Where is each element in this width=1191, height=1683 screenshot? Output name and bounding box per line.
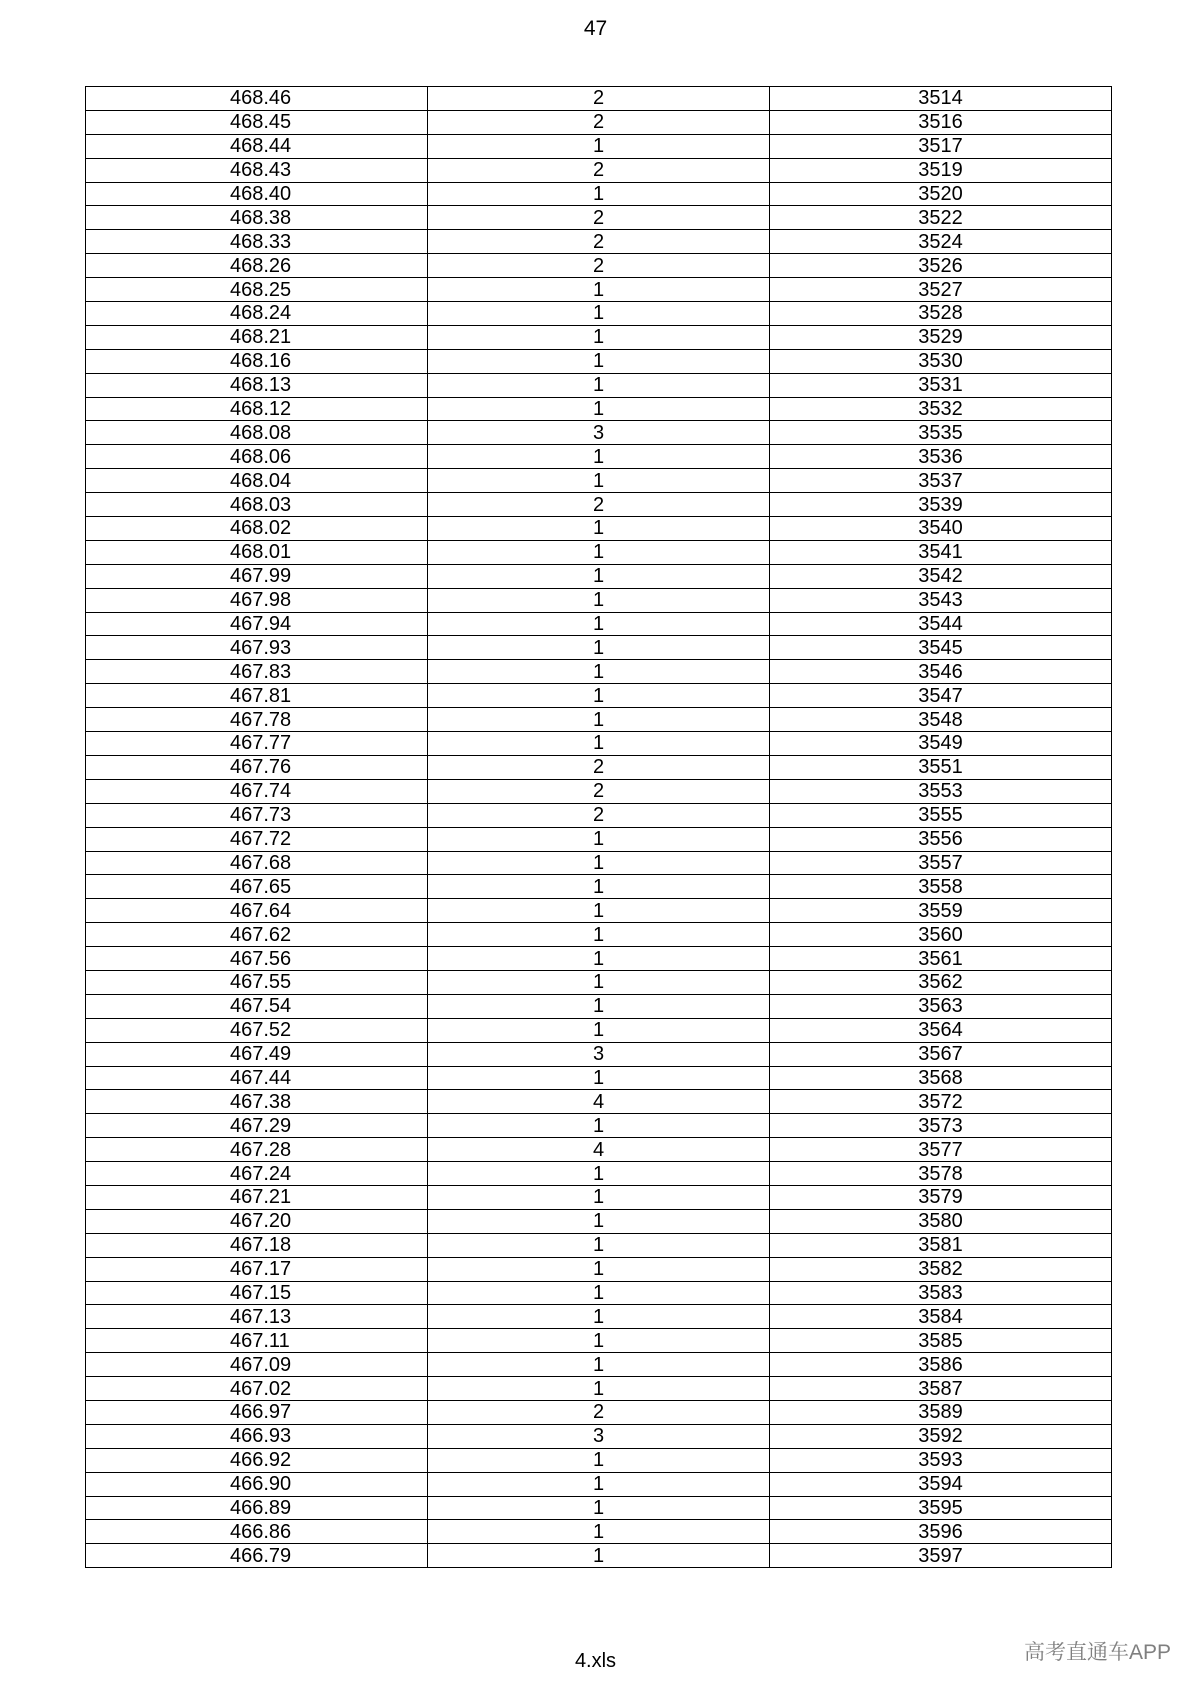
table-row — [86, 421, 1112, 445]
table-cell-score: 466.92 — [86, 1448, 428, 1472]
table-cell-cumulative: 3539 — [770, 493, 1112, 517]
table-cell-count: 1 — [428, 588, 770, 612]
table-cell-cumulative: 3593 — [770, 1448, 1112, 1472]
table-cell-score: 468.46 — [86, 87, 428, 111]
table-cell-count: 2 — [428, 158, 770, 182]
table-cell-count: 1 — [428, 1329, 770, 1353]
table-cell-cumulative: 3529 — [770, 325, 1112, 349]
table-cell-count: 1 — [428, 1472, 770, 1496]
table-cell-score: 468.26 — [86, 254, 428, 278]
table-row — [86, 469, 1112, 493]
table-cell-score: 467.94 — [86, 612, 428, 636]
table-cell-score: 467.93 — [86, 636, 428, 660]
table-cell-cumulative: 3543 — [770, 588, 1112, 612]
table-cell-cumulative: 3582 — [770, 1257, 1112, 1281]
table-cell-count: 1 — [428, 1114, 770, 1138]
table-cell-cumulative: 3524 — [770, 230, 1112, 254]
table-row — [86, 1257, 1112, 1281]
table-cell-cumulative: 3527 — [770, 278, 1112, 302]
table-cell-cumulative: 3585 — [770, 1329, 1112, 1353]
table-cell-count: 1 — [428, 469, 770, 493]
table-cell-cumulative: 3562 — [770, 970, 1112, 994]
table-row — [86, 206, 1112, 230]
table-cell-cumulative: 3537 — [770, 469, 1112, 493]
table-cell-count: 1 — [428, 947, 770, 971]
table-row — [86, 1233, 1112, 1257]
table-cell-count: 1 — [428, 540, 770, 564]
table-cell-cumulative: 3522 — [770, 206, 1112, 230]
table-row — [86, 182, 1112, 206]
table-cell-count: 1 — [428, 1209, 770, 1233]
table-body — [86, 87, 1112, 1568]
table-cell-score: 467.11 — [86, 1329, 428, 1353]
table-cell-cumulative: 3545 — [770, 636, 1112, 660]
table-cell-cumulative: 3555 — [770, 803, 1112, 827]
table-cell-cumulative: 3536 — [770, 445, 1112, 469]
table-row — [86, 325, 1112, 349]
table-cell-count: 1 — [428, 612, 770, 636]
table-cell-score: 468.38 — [86, 206, 428, 230]
table-row — [86, 1424, 1112, 1448]
table-cell-score: 466.89 — [86, 1496, 428, 1520]
table-row — [86, 564, 1112, 588]
table-cell-cumulative: 3551 — [770, 755, 1112, 779]
table-row — [86, 732, 1112, 756]
table-cell-score: 468.06 — [86, 445, 428, 469]
table-cell-cumulative: 3572 — [770, 1090, 1112, 1114]
table-cell-score: 468.25 — [86, 278, 428, 302]
table-cell-count: 1 — [428, 1448, 770, 1472]
table-cell-score: 467.76 — [86, 755, 428, 779]
table-cell-count: 1 — [428, 970, 770, 994]
table-row — [86, 493, 1112, 517]
table-cell-cumulative: 3597 — [770, 1544, 1112, 1568]
table-cell-score: 468.40 — [86, 182, 428, 206]
table-cell-cumulative: 3514 — [770, 87, 1112, 111]
table-row — [86, 612, 1112, 636]
table-cell-cumulative: 3595 — [770, 1496, 1112, 1520]
table-cell-count: 2 — [428, 230, 770, 254]
table-cell-score: 467.56 — [86, 947, 428, 971]
table-row — [86, 278, 1112, 302]
table-cell-score: 468.08 — [86, 421, 428, 445]
table-row — [86, 851, 1112, 875]
table-cell-cumulative: 3594 — [770, 1472, 1112, 1496]
table-cell-score: 467.52 — [86, 1018, 428, 1042]
table-cell-count: 1 — [428, 851, 770, 875]
table-cell-cumulative: 3579 — [770, 1185, 1112, 1209]
table-row — [86, 1329, 1112, 1353]
table-row — [86, 684, 1112, 708]
table-cell-score: 467.98 — [86, 588, 428, 612]
table-cell-score: 467.64 — [86, 899, 428, 923]
table-cell-score: 467.81 — [86, 684, 428, 708]
table-row — [86, 970, 1112, 994]
table-cell-cumulative: 3559 — [770, 899, 1112, 923]
table-cell-count: 1 — [428, 923, 770, 947]
table-cell-count: 1 — [428, 517, 770, 541]
table-row — [86, 1018, 1112, 1042]
table-cell-score: 467.17 — [86, 1257, 428, 1281]
table-cell-count: 1 — [428, 875, 770, 899]
table-cell-count: 3 — [428, 421, 770, 445]
table-cell-count: 1 — [428, 827, 770, 851]
table-row — [86, 1066, 1112, 1090]
table-cell-cumulative: 3586 — [770, 1353, 1112, 1377]
table-row — [86, 1209, 1112, 1233]
table-cell-count: 4 — [428, 1090, 770, 1114]
table-cell-cumulative: 3549 — [770, 732, 1112, 756]
table-row — [86, 660, 1112, 684]
table-cell-count: 1 — [428, 1353, 770, 1377]
table-cell-score: 467.55 — [86, 970, 428, 994]
table-row — [86, 1090, 1112, 1114]
table-cell-count: 1 — [428, 278, 770, 302]
table-row — [86, 158, 1112, 182]
table-cell-score: 466.79 — [86, 1544, 428, 1568]
table-cell-score: 468.16 — [86, 349, 428, 373]
table-row — [86, 1305, 1112, 1329]
table-cell-cumulative: 3519 — [770, 158, 1112, 182]
table-cell-cumulative: 3531 — [770, 373, 1112, 397]
table-row — [86, 517, 1112, 541]
table-row — [86, 1496, 1112, 1520]
table-cell-count: 1 — [428, 349, 770, 373]
table-row — [86, 1544, 1112, 1568]
table-row — [86, 1138, 1112, 1162]
table-cell-count: 2 — [428, 779, 770, 803]
table-cell-count: 2 — [428, 1400, 770, 1424]
table-cell-cumulative: 3528 — [770, 302, 1112, 326]
table-cell-cumulative: 3553 — [770, 779, 1112, 803]
table-cell-cumulative: 3558 — [770, 875, 1112, 899]
table-cell-count: 1 — [428, 1018, 770, 1042]
table-cell-cumulative: 3592 — [770, 1424, 1112, 1448]
table-cell-score: 468.13 — [86, 373, 428, 397]
table-cell-cumulative: 3596 — [770, 1520, 1112, 1544]
table-cell-count: 1 — [428, 1544, 770, 1568]
table-cell-cumulative: 3573 — [770, 1114, 1112, 1138]
table-cell-cumulative: 3520 — [770, 182, 1112, 206]
table-cell-cumulative: 3577 — [770, 1138, 1112, 1162]
table-cell-score: 468.33 — [86, 230, 428, 254]
table-cell-cumulative: 3556 — [770, 827, 1112, 851]
table-row — [86, 947, 1112, 971]
table-cell-score: 467.74 — [86, 779, 428, 803]
table-row — [86, 302, 1112, 326]
table-row — [86, 755, 1112, 779]
table-cell-count: 1 — [428, 134, 770, 158]
table-row — [86, 1042, 1112, 1066]
table-cell-score: 468.01 — [86, 540, 428, 564]
table-row — [86, 1185, 1112, 1209]
table-cell-cumulative: 3583 — [770, 1281, 1112, 1305]
table-cell-cumulative: 3580 — [770, 1209, 1112, 1233]
table-cell-count: 1 — [428, 1281, 770, 1305]
table-cell-cumulative: 3581 — [770, 1233, 1112, 1257]
table-cell-count: 2 — [428, 254, 770, 278]
table-cell-score: 467.15 — [86, 1281, 428, 1305]
table-cell-count: 2 — [428, 87, 770, 111]
table-cell-count: 3 — [428, 1042, 770, 1066]
table-cell-score: 467.77 — [86, 732, 428, 756]
table-row — [86, 349, 1112, 373]
table-cell-cumulative: 3584 — [770, 1305, 1112, 1329]
table-cell-count: 1 — [428, 564, 770, 588]
table-cell-score: 466.86 — [86, 1520, 428, 1544]
table-cell-cumulative: 3587 — [770, 1377, 1112, 1401]
table-row — [86, 588, 1112, 612]
table-cell-count: 1 — [428, 325, 770, 349]
table-cell-cumulative: 3557 — [770, 851, 1112, 875]
table-row — [86, 1353, 1112, 1377]
table-cell-count: 2 — [428, 110, 770, 134]
table-cell-score: 468.04 — [86, 469, 428, 493]
table-cell-count: 1 — [428, 708, 770, 732]
table-cell-cumulative: 3541 — [770, 540, 1112, 564]
table-row — [86, 1377, 1112, 1401]
table-cell-count: 1 — [428, 302, 770, 326]
table-cell-score: 467.29 — [86, 1114, 428, 1138]
table-cell-score: 467.13 — [86, 1305, 428, 1329]
table-cell-cumulative: 3560 — [770, 923, 1112, 947]
table-cell-score: 467.72 — [86, 827, 428, 851]
table-cell-score: 468.02 — [86, 517, 428, 541]
table-cell-score: 468.12 — [86, 397, 428, 421]
table-cell-count: 1 — [428, 994, 770, 1018]
table-cell-count: 1 — [428, 397, 770, 421]
table-cell-cumulative: 3589 — [770, 1400, 1112, 1424]
table-cell-count: 1 — [428, 445, 770, 469]
table-cell-score: 468.03 — [86, 493, 428, 517]
table-cell-count: 2 — [428, 803, 770, 827]
footer-filename: 4.xls — [574, 1650, 617, 1672]
table-row — [86, 87, 1112, 111]
table-cell-score: 467.18 — [86, 1233, 428, 1257]
table-cell-count: 1 — [428, 1257, 770, 1281]
table-row — [86, 110, 1112, 134]
table-cell-count: 1 — [428, 1496, 770, 1520]
table-cell-score: 468.43 — [86, 158, 428, 182]
table-cell-cumulative: 3544 — [770, 612, 1112, 636]
table-cell-count: 1 — [428, 636, 770, 660]
table-cell-count: 1 — [428, 899, 770, 923]
table-row — [86, 230, 1112, 254]
table-cell-score: 467.99 — [86, 564, 428, 588]
table-row — [86, 134, 1112, 158]
page-number: 47 — [583, 17, 608, 40]
table-cell-cumulative: 3540 — [770, 517, 1112, 541]
table-cell-score: 468.24 — [86, 302, 428, 326]
table-row — [86, 540, 1112, 564]
table-cell-score: 467.68 — [86, 851, 428, 875]
table-cell-cumulative: 3568 — [770, 1066, 1112, 1090]
table-row — [86, 445, 1112, 469]
watermark-logo-text: 高考直通车APP — [1023, 1641, 1171, 1664]
table-cell-cumulative: 3526 — [770, 254, 1112, 278]
table-cell-cumulative: 3578 — [770, 1162, 1112, 1186]
table-row — [86, 1520, 1112, 1544]
table-cell-score: 468.21 — [86, 325, 428, 349]
table-cell-count: 4 — [428, 1138, 770, 1162]
table-cell-score: 468.45 — [86, 110, 428, 134]
table-row — [86, 1400, 1112, 1424]
table-cell-score: 467.38 — [86, 1090, 428, 1114]
table-row — [86, 254, 1112, 278]
table-cell-score: 467.28 — [86, 1138, 428, 1162]
table-cell-count: 1 — [428, 732, 770, 756]
table-row — [86, 994, 1112, 1018]
table-cell-count: 1 — [428, 1162, 770, 1186]
table-cell-score: 467.73 — [86, 803, 428, 827]
table-cell-score: 467.49 — [86, 1042, 428, 1066]
table-row — [86, 1281, 1112, 1305]
table-cell-count: 1 — [428, 660, 770, 684]
table-cell-cumulative: 3542 — [770, 564, 1112, 588]
table-cell-score: 467.62 — [86, 923, 428, 947]
table-cell-count: 1 — [428, 1233, 770, 1257]
table-cell-cumulative: 3535 — [770, 421, 1112, 445]
table-cell-cumulative: 3561 — [770, 947, 1112, 971]
table-cell-score: 467.09 — [86, 1353, 428, 1377]
table-cell-count: 2 — [428, 755, 770, 779]
table-cell-score: 467.20 — [86, 1209, 428, 1233]
table-cell-count: 1 — [428, 1377, 770, 1401]
table-cell-count: 1 — [428, 684, 770, 708]
table-row — [86, 803, 1112, 827]
table-row — [86, 397, 1112, 421]
table-cell-count: 2 — [428, 493, 770, 517]
table-row — [86, 1472, 1112, 1496]
table-row — [86, 1114, 1112, 1138]
table-cell-score: 467.21 — [86, 1185, 428, 1209]
table-cell-cumulative: 3530 — [770, 349, 1112, 373]
table-cell-cumulative: 3546 — [770, 660, 1112, 684]
table-row — [86, 1448, 1112, 1472]
table-cell-count: 1 — [428, 1520, 770, 1544]
table-cell-cumulative: 3564 — [770, 1018, 1112, 1042]
table-cell-score: 466.97 — [86, 1400, 428, 1424]
table-cell-cumulative: 3532 — [770, 397, 1112, 421]
table-cell-count: 1 — [428, 182, 770, 206]
table-cell-score: 466.90 — [86, 1472, 428, 1496]
table-row — [86, 779, 1112, 803]
table-cell-cumulative: 3517 — [770, 134, 1112, 158]
table-cell-count: 1 — [428, 1066, 770, 1090]
table-cell-score: 467.44 — [86, 1066, 428, 1090]
table-cell-cumulative: 3547 — [770, 684, 1112, 708]
table-row — [86, 636, 1112, 660]
table-cell-score: 468.44 — [86, 134, 428, 158]
table-cell-score: 467.65 — [86, 875, 428, 899]
table-cell-count: 1 — [428, 1185, 770, 1209]
table-row — [86, 1162, 1112, 1186]
table-cell-score: 467.02 — [86, 1377, 428, 1401]
table-row — [86, 923, 1112, 947]
table-cell-cumulative: 3516 — [770, 110, 1112, 134]
table-cell-score: 467.83 — [86, 660, 428, 684]
table-cell-count: 2 — [428, 206, 770, 230]
table-cell-count: 1 — [428, 373, 770, 397]
table-row — [86, 708, 1112, 732]
score-distribution-table — [85, 86, 1112, 1568]
table-cell-score: 466.93 — [86, 1424, 428, 1448]
table-row — [86, 899, 1112, 923]
table-row — [86, 373, 1112, 397]
table-cell-count: 3 — [428, 1424, 770, 1448]
table-cell-cumulative: 3567 — [770, 1042, 1112, 1066]
table-cell-score: 467.54 — [86, 994, 428, 1018]
table-cell-score: 467.78 — [86, 708, 428, 732]
table-row — [86, 827, 1112, 851]
table-row — [86, 875, 1112, 899]
table-cell-score: 467.24 — [86, 1162, 428, 1186]
table-cell-cumulative: 3563 — [770, 994, 1112, 1018]
table-cell-cumulative: 3548 — [770, 708, 1112, 732]
table-cell-count: 1 — [428, 1305, 770, 1329]
